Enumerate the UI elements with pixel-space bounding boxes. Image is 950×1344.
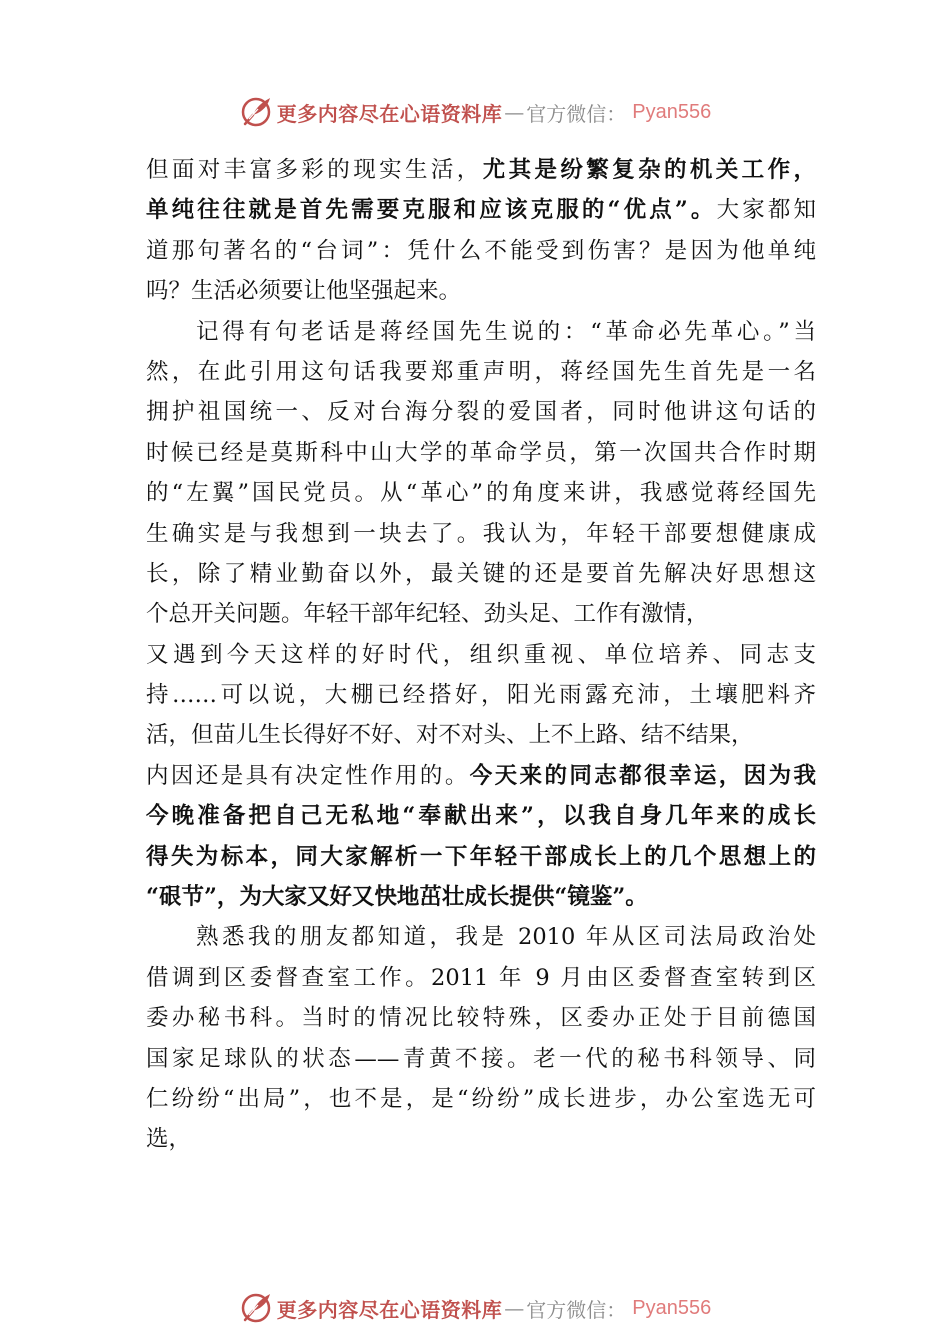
footer-banner <box>0 1288 950 1328</box>
text-span: 但面对丰富多彩的现实生活， <box>146 157 483 183</box>
text-line: 国家足球队的状态——青黄不接。老一代的秘书科领导、同 <box>146 1045 816 1072</box>
text-line <box>146 190 816 230</box>
text-line: 道那句著名的“台词”：凭什么不能受到伤害？是因为他单纯 <box>146 237 816 264</box>
text-line: 活，但苗儿生长得好不好、对不对头、上不上路、结不结果， <box>146 722 754 749</box>
bold-text-span: 单纯往往就是首先需要克服和应该克服的“优点”。 <box>146 197 717 224</box>
text-line: 然，在此引用这句话我要郑重声明，蒋经国先生首先是一名 <box>146 358 816 385</box>
text-line: 选， <box>146 1126 192 1153</box>
text-line: 委办秘书科。当时的情况比较特殊，区委办正处于目前德国 <box>146 1005 816 1032</box>
text-line: 时候已经是莫斯科中山大学的革命学员，第一次国共合作时期 <box>146 439 816 466</box>
banner-dash: — <box>504 1296 525 1320</box>
text-line <box>146 756 816 796</box>
text-line: 持……可以说，大棚已经搭好，阳光雨露充沛，土壤肥料齐 <box>146 682 816 709</box>
banner-brand-text: 更多内容尽在心语资料库 <box>276 101 503 126</box>
text-line: 个总开关问题。年轻干部年纪轻、劲头足、工作有激情， <box>146 601 709 628</box>
text-span: 内因还是具有决定性作用的。 <box>146 762 470 789</box>
banner-wechat-id: Pyan556 <box>632 100 712 123</box>
document-body <box>146 150 816 1160</box>
quill-logo-icon <box>239 95 273 129</box>
bold-text-span: 今天来的同志都很幸运，因为我 <box>469 762 816 789</box>
text-line: 长，除了精业勤奋以外，最关键的还是要首先解决好思想这 <box>146 560 816 587</box>
text-line: 仁纷纷“出局”，也不是，是“纷纷”成长进步，办公室选无可 <box>146 1085 816 1112</box>
banner-dash: — <box>504 100 525 124</box>
text-line: 借调到区委督查室工作。2011 年 9 月由区委督查室转到区 <box>146 964 816 991</box>
bold-text-line: 得失为标本，同大家解析一下年轻干部成长上的几个思想上的 <box>146 843 816 870</box>
text-line: 又遇到今天这样的好时代，组织重视、单位培养、同志支 <box>146 641 816 668</box>
text-span: 大家都知 <box>716 197 816 224</box>
paragraph-start-line: 熟悉我的朋友都知道，我是 2010 年从区司法局政治处 <box>196 924 816 951</box>
banner-wechat-label: 官方微信： <box>526 1297 627 1322</box>
paragraph-start-line: 记得有句老话是蒋经国先生说的：“革命必先革心。”当 <box>196 318 816 345</box>
text-line: 吗？生活必须要让他坚强起来。 <box>146 278 462 305</box>
text-line: 生确实是与我想到一块去了。我认为，年轻干部要想健康成 <box>146 520 816 547</box>
bold-text-line: “硍节”，为大家又好又快地茁壮成长提供“镜鉴”。 <box>146 884 648 911</box>
bold-text-line: 今晚准备把自己无私地“奉献出来”，以我自身几年来的成长 <box>146 803 816 830</box>
banner-brand-text: 更多内容尽在心语资料库 <box>276 1297 503 1322</box>
header-banner <box>0 92 950 132</box>
text-line: 的“左翼”国民党员。从“革心”的角度来讲，我感觉蒋经国先 <box>146 480 816 507</box>
text-line: 拥护祖国统一、反对台海分裂的爱国者，同时他讲这句话的 <box>146 399 816 426</box>
banner-wechat-id: Pyan556 <box>632 1296 712 1319</box>
text-line <box>146 150 816 190</box>
bold-text-span: 尤其是纷繁复杂的机关工作， <box>482 157 816 183</box>
quill-logo-icon <box>239 1291 273 1325</box>
banner-wechat-label: 官方微信： <box>526 101 627 126</box>
